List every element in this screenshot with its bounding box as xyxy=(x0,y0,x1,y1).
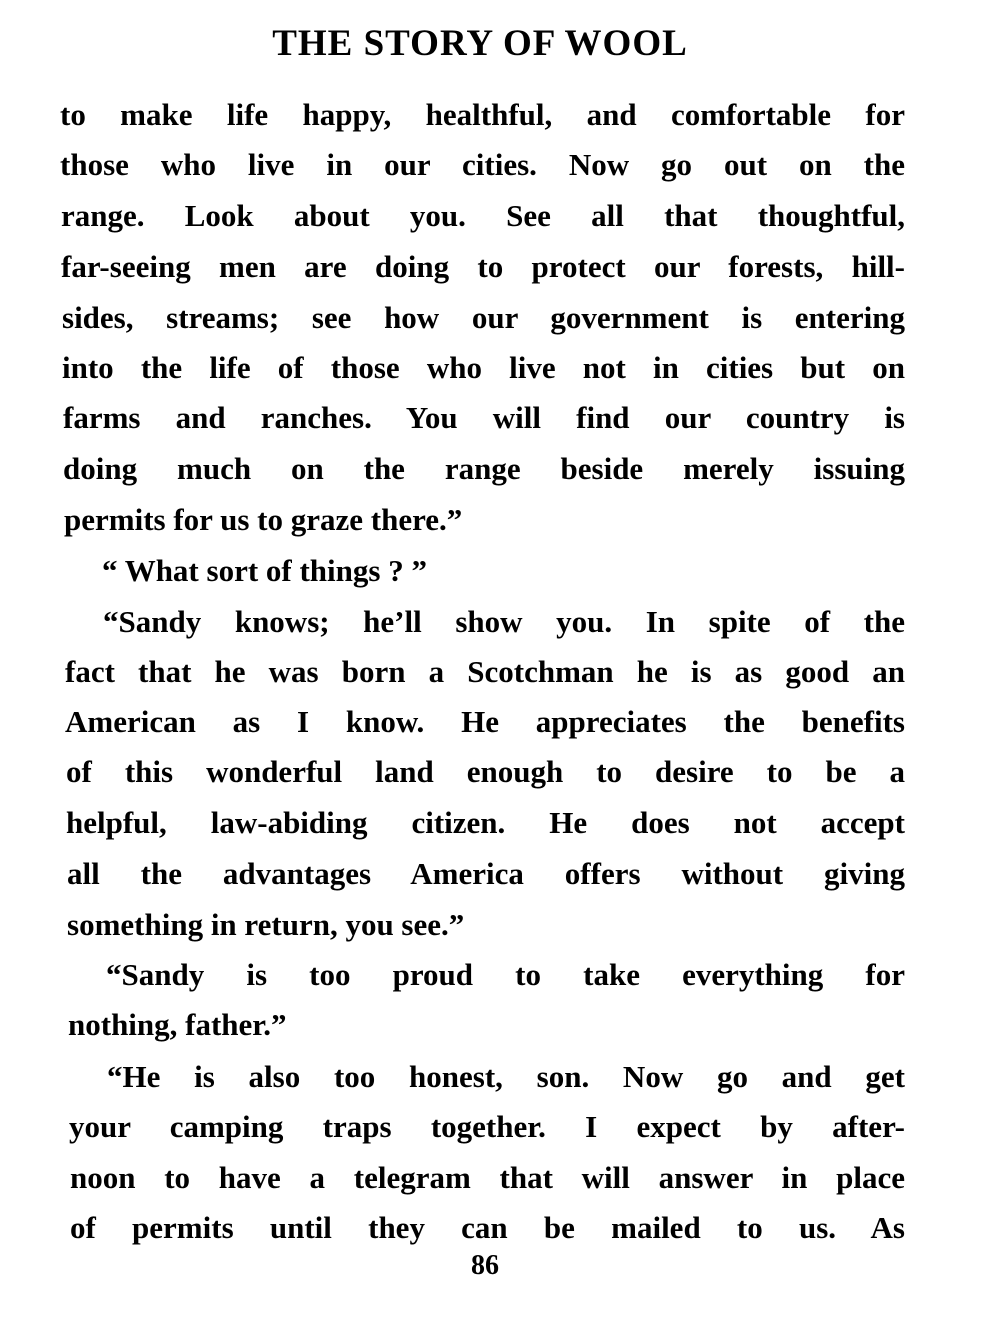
text-line: of this wonderful land enough to desire to be a xyxy=(66,754,905,789)
text-line: “ What sort of things ? ” xyxy=(102,553,427,588)
text-line: all the advantages America offers without giving xyxy=(67,856,905,891)
text-line: your camping traps together. I expect by after- xyxy=(69,1109,905,1144)
text-line: far-seeing men are doing to protect our forests, hill- xyxy=(61,249,905,284)
text-line: “Sandy is too proud to take everything for xyxy=(106,957,905,992)
text-line: those who live in our cities. Now go out on the xyxy=(60,147,905,182)
text-line: helpful, law-abiding citizen. He does not accept xyxy=(66,805,905,840)
text-line: “Sandy knows; he’ll show you. In spite of the xyxy=(103,604,905,639)
text-line: something in return, you see.” xyxy=(67,907,465,942)
text-line: to make life happy, healthful, and comfortable for xyxy=(60,97,905,132)
text-line: permits for us to graze there.” xyxy=(64,502,463,537)
text-line: “He is also too honest, son. Now go and get xyxy=(107,1059,905,1094)
running-header-title: THE STORY OF WOOL xyxy=(272,23,688,64)
text-line: fact that he was born a Scotchman he is as good an xyxy=(65,654,905,689)
text-line: American as I know. He appreciates the benefits xyxy=(65,704,905,739)
text-line: doing much on the range beside merely issuing xyxy=(63,451,905,486)
text-line: farms and ranches. You will find our country is xyxy=(63,400,905,435)
text-line: sides, streams; see how our government is entering xyxy=(62,300,905,335)
text-line: into the life of those who live not in cities but on xyxy=(62,350,905,385)
text-line: range. Look about you. See all that thoughtful, xyxy=(61,198,905,233)
text-line: nothing, father.” xyxy=(68,1007,287,1042)
page-number: 86 xyxy=(471,1250,499,1281)
text-line: noon to have a telegram that will answer in place xyxy=(70,1160,905,1195)
text-line: of permits until they can be mailed to us. As xyxy=(70,1210,905,1245)
